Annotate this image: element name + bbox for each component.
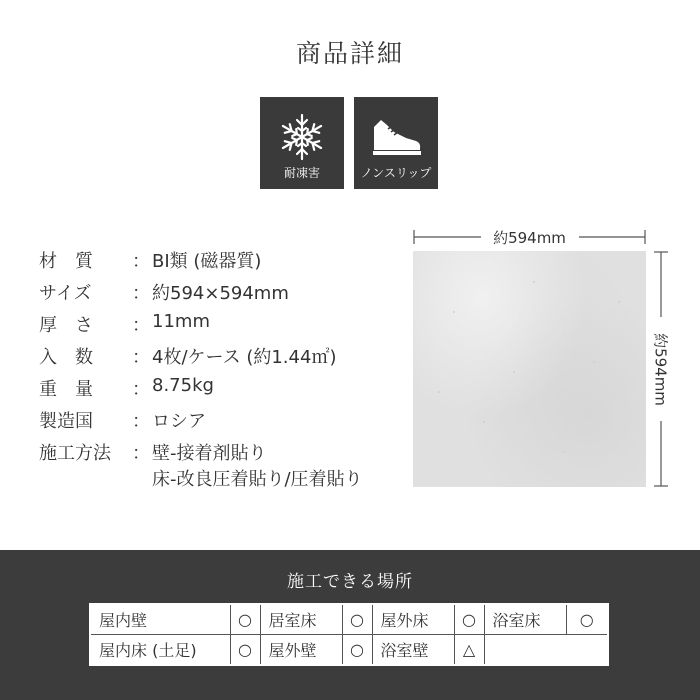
snowflake-icon <box>260 105 344 163</box>
place-name: 屋外壁 <box>260 635 342 666</box>
spec-sep: ： <box>132 443 150 464</box>
table-row <box>90 604 608 635</box>
place-name: 屋外床 <box>372 604 454 635</box>
shoe-icon <box>354 105 438 163</box>
place-name: 屋内床 (土足) <box>90 635 230 666</box>
table-row <box>90 635 608 666</box>
spec-sep: ： <box>132 347 150 368</box>
spec-value: BⅠ類 (磁器質) <box>152 251 262 272</box>
width-dimension <box>413 224 646 250</box>
badge-frost-resistant <box>260 97 344 189</box>
spec-sep: ： <box>132 251 150 272</box>
spec-value-2: 床-改良圧着貼り/圧着貼り <box>152 469 363 490</box>
place-mark: ○ <box>454 604 484 635</box>
place-name: 浴室壁 <box>372 635 454 666</box>
spec-sep: ： <box>132 379 150 400</box>
place-name: 浴室床 <box>484 604 566 635</box>
spec-sep: ： <box>132 411 150 432</box>
width-dimension-label: 約594mm <box>493 229 566 247</box>
place-mark: ○ <box>342 604 372 635</box>
spec-value: 壁-接着剤貼り <box>152 443 267 464</box>
spec-key: 入 数 <box>39 347 93 368</box>
spec-sep: ： <box>132 283 150 304</box>
place-mark: ○ <box>566 604 608 635</box>
usage-title: 施工できる場所 <box>287 572 413 592</box>
spec-value: 8.75kg <box>152 375 214 396</box>
height-dimension <box>648 251 674 487</box>
page-title: 商品詳細 <box>295 39 404 68</box>
height-dimension-label: 約594mm <box>651 333 670 406</box>
spec-key: 重 量 <box>39 379 93 400</box>
place-mark: ○ <box>342 635 372 666</box>
spec-value: ロシア <box>152 411 206 432</box>
place-mark: ○ <box>230 604 260 635</box>
spec-key: 施工方法 <box>39 443 111 464</box>
spec-value: 11mm <box>152 311 210 332</box>
spec-key: サイズ <box>39 283 92 304</box>
place-mark: ○ <box>230 635 260 666</box>
spec-value: 約594×594mm <box>152 283 289 304</box>
spec-key: 材 質 <box>39 251 93 272</box>
empty-cell <box>566 635 608 666</box>
spec-value: 4枚/ケース (約1.44㎡) <box>152 347 337 368</box>
badge-non-slip <box>354 97 438 189</box>
spec-sep: ： <box>132 315 150 336</box>
badge-label-nonslip: ノンスリップ <box>360 166 432 180</box>
usage-table <box>89 603 609 666</box>
usage-section <box>0 550 700 700</box>
place-name: 屋内壁 <box>90 604 230 635</box>
place-mark: △ <box>454 635 484 666</box>
spec-key: 製造国 <box>39 411 93 432</box>
empty-cell <box>484 635 566 666</box>
spec-key: 厚 さ <box>39 315 93 336</box>
tile-image <box>413 251 646 487</box>
place-name: 居室床 <box>260 604 342 635</box>
badge-label-frost: 耐凍害 <box>283 166 320 180</box>
